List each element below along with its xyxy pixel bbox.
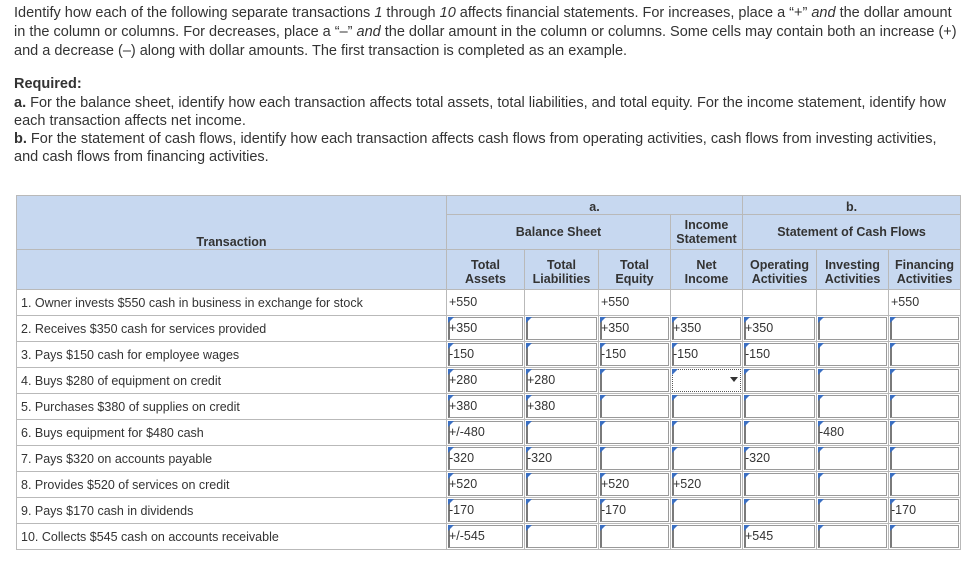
input-marker-icon: [672, 525, 678, 531]
input-marker-icon: [526, 343, 532, 349]
total-liabilities-input[interactable]: [525, 498, 599, 524]
transaction-label: 8. Provides $520 of services on credit: [17, 472, 447, 498]
input-marker-icon: [600, 525, 606, 531]
financing-activities-input[interactable]: [889, 342, 961, 368]
input-marker-icon: [600, 421, 606, 427]
cell-value: -480: [819, 425, 845, 439]
cell-value: -150: [449, 347, 475, 361]
input-marker-icon: [818, 395, 824, 401]
required-heading: Required:: [14, 76, 82, 92]
table-row: [17, 342, 961, 368]
investing-activities-header: Investing Activities: [817, 250, 889, 290]
input-box[interactable]: [744, 421, 815, 444]
net-income-header: Net Income: [671, 250, 743, 290]
total-liabilities-input[interactable]: [525, 472, 599, 498]
cell-value: -150: [745, 347, 771, 361]
financing-activities-input[interactable]: [889, 420, 961, 446]
transaction-label: 3. Pays $150 cash for employee wages: [17, 342, 447, 368]
input-marker-icon: [672, 395, 678, 401]
input-marker-icon: [818, 343, 824, 349]
input-box[interactable]: [744, 369, 815, 392]
financing-activities-input[interactable]: [889, 446, 961, 472]
financing-activities-input[interactable]: [889, 394, 961, 420]
input-box[interactable]: [600, 447, 669, 470]
financing-activities-input[interactable]: [889, 368, 961, 394]
investing-activities-input[interactable]: [817, 446, 889, 472]
input-box[interactable]: [818, 343, 887, 366]
transaction-header-blank: [17, 250, 447, 290]
input-marker-icon: [672, 499, 678, 505]
table-row: [17, 446, 961, 472]
net-income-input[interactable]: [671, 498, 743, 524]
cell-value: +550: [601, 295, 630, 309]
cell-value: +280: [527, 373, 556, 387]
operating-activities-input[interactable]: [743, 420, 817, 446]
investing-activities-input[interactable]: [817, 342, 889, 368]
total-assets-input[interactable]: [447, 342, 525, 368]
investing-activities-input[interactable]: [817, 394, 889, 420]
cell-value: +520: [601, 477, 630, 491]
input-box[interactable]: [890, 395, 959, 418]
input-box[interactable]: [744, 499, 815, 522]
total-liabilities-input[interactable]: [525, 342, 599, 368]
total-assets-input[interactable]: [447, 420, 525, 446]
input-box[interactable]: [600, 421, 669, 444]
total-assets-input[interactable]: [447, 498, 525, 524]
financing-activities-input[interactable]: [889, 524, 961, 550]
instructions-intro: Identify how each of the following separate transactions 1 through 10 affects financial statements. For increases, place a “+” and the dollar amount in the column or columns. For decreases, place a “–” and the dollar amount in the column or columns. Some cells may contain both an increase (+) and a decrease (–) along with dollar amounts. The first transaction is completed as an example.: [14, 5, 957, 59]
investing-activities-input[interactable]: [817, 472, 889, 498]
input-marker-icon: [890, 473, 896, 479]
input-marker-icon: [818, 447, 824, 453]
operating-activities-input[interactable]: [743, 472, 817, 498]
total-equity-input[interactable]: [599, 368, 671, 394]
net-income-input[interactable]: [671, 394, 743, 420]
input-box[interactable]: [672, 395, 741, 418]
input-box[interactable]: [672, 525, 741, 548]
total-liabilities-value: [525, 290, 599, 316]
investing-activities-input[interactable]: [817, 524, 889, 550]
total-assets-header: Total Assets: [447, 250, 525, 290]
operating-activities-header: Operating Activities: [743, 250, 817, 290]
total-equity-input[interactable]: [599, 498, 671, 524]
operating-activities-input[interactable]: [743, 446, 817, 472]
financing-activities-input[interactable]: [889, 498, 961, 524]
input-marker-icon: [526, 421, 532, 427]
cell-value: +520: [449, 477, 478, 491]
total-liabilities-input[interactable]: [525, 524, 599, 550]
total-liabilities-header: Total Liabilities: [525, 250, 599, 290]
input-marker-icon: [744, 499, 750, 505]
total-equity-input[interactable]: [599, 420, 671, 446]
input-box[interactable]: [890, 447, 959, 470]
input-box[interactable]: [526, 343, 597, 366]
input-marker-icon: [890, 343, 896, 349]
financing-activities-input[interactable]: [889, 316, 961, 342]
transaction-label: 4. Buys $280 of equipment on credit: [17, 368, 447, 394]
total-assets-input[interactable]: [447, 524, 525, 550]
transaction-header: Transaction: [17, 196, 447, 250]
cell-value: -320: [745, 451, 771, 465]
total-liabilities-input[interactable]: [525, 316, 599, 342]
table-row: [17, 394, 961, 420]
net-income-input[interactable]: [671, 368, 743, 394]
input-marker-icon: [818, 317, 824, 323]
input-box[interactable]: [818, 395, 887, 418]
investing-activities-input[interactable]: [817, 498, 889, 524]
table-row: [17, 498, 961, 524]
input-marker-icon: [890, 525, 896, 531]
table-row: [17, 472, 961, 498]
cell-value: +550: [891, 295, 920, 309]
total-equity-header: Total Equity: [599, 250, 671, 290]
net-income-input[interactable]: [671, 316, 743, 342]
input-marker-icon: [600, 369, 606, 375]
input-marker-icon: [890, 421, 896, 427]
total-equity-input[interactable]: [599, 342, 671, 368]
total-liabilities-input[interactable]: [525, 394, 599, 420]
net-income-input[interactable]: [671, 472, 743, 498]
cell-value: -320: [527, 451, 553, 465]
input-box[interactable]: [744, 473, 815, 496]
operating-activities-value: [743, 290, 817, 316]
financing-activities-value: [889, 290, 961, 316]
operating-activities-input[interactable]: [743, 394, 817, 420]
income-statement-header: Income Statement: [671, 215, 743, 250]
operating-activities-input[interactable]: [743, 342, 817, 368]
input-marker-icon: [600, 447, 606, 453]
input-box[interactable]: [672, 499, 741, 522]
input-box[interactable]: [672, 421, 741, 444]
input-box[interactable]: [890, 369, 959, 392]
total-assets-value: [447, 290, 525, 316]
input-box[interactable]: [890, 525, 959, 548]
input-box[interactable]: [818, 525, 887, 548]
input-marker-icon: [890, 447, 896, 453]
input-box[interactable]: [526, 473, 597, 496]
input-box[interactable]: [672, 447, 741, 470]
transaction-label: 10. Collects $545 cash on accounts receivable: [17, 524, 447, 550]
balance-sheet-header: Balance Sheet: [447, 215, 671, 250]
financing-activities-header: Financing Activities: [889, 250, 961, 290]
investing-activities-input[interactable]: [817, 420, 889, 446]
net-income-input[interactable]: [671, 446, 743, 472]
input-box[interactable]: [526, 317, 597, 340]
input-marker-icon: [526, 473, 532, 479]
cell-value: +350: [673, 321, 702, 335]
input-box[interactable]: [818, 317, 887, 340]
total-assets-input[interactable]: [447, 446, 525, 472]
input-box[interactable]: [526, 421, 597, 444]
cell-value: +/-480: [449, 425, 485, 439]
input-marker-icon: [890, 317, 896, 323]
investing-activities-value: [817, 290, 889, 316]
input-marker-icon: [600, 395, 606, 401]
input-box[interactable]: [818, 473, 887, 496]
input-marker-icon: [890, 395, 896, 401]
cell-value: -150: [601, 347, 627, 361]
input-marker-icon: [744, 421, 750, 427]
input-box[interactable]: [600, 369, 669, 392]
total-equity-input[interactable]: [599, 394, 671, 420]
input-marker-icon: [744, 473, 750, 479]
cell-value: +520: [673, 477, 702, 491]
transaction-label: 2. Receives $350 cash for services provided: [17, 316, 447, 342]
input-marker-icon: [526, 525, 532, 531]
input-box[interactable]: [818, 369, 887, 392]
net-income-input[interactable]: [671, 342, 743, 368]
input-box[interactable]: [526, 499, 597, 522]
investing-activities-input[interactable]: [817, 316, 889, 342]
table-row: [17, 420, 961, 446]
transaction-label: 9. Pays $170 cash in dividends: [17, 498, 447, 524]
cell-value: +350: [449, 321, 478, 335]
input-marker-icon: [744, 369, 750, 375]
group-a-label: a.: [447, 196, 743, 215]
input-marker-icon: [744, 395, 750, 401]
net-income-input[interactable]: [671, 420, 743, 446]
table-row: [17, 524, 961, 550]
input-marker-icon: [672, 369, 678, 375]
transaction-label: 6. Buys equipment for $480 cash: [17, 420, 447, 446]
cell-value: +280: [449, 373, 478, 387]
cell-value: -170: [891, 503, 917, 517]
transaction-label: 5. Purchases $380 of supplies on credit: [17, 394, 447, 420]
total-assets-input[interactable]: [447, 472, 525, 498]
total-equity-input[interactable]: [599, 446, 671, 472]
total-assets-input[interactable]: [447, 368, 525, 394]
total-liabilities-input[interactable]: [525, 446, 599, 472]
table-row: [17, 368, 961, 394]
cash-flows-header: Statement of Cash Flows: [743, 215, 961, 250]
input-box[interactable]: [890, 343, 959, 366]
cell-value: -150: [673, 347, 699, 361]
total-equity-input[interactable]: [599, 472, 671, 498]
operating-activities-input[interactable]: [743, 316, 817, 342]
cell-value: +350: [745, 321, 774, 335]
total-assets-input[interactable]: [447, 394, 525, 420]
table-row: [17, 316, 961, 342]
input-box[interactable]: [600, 525, 669, 548]
table-row: [17, 290, 961, 316]
operating-activities-input[interactable]: [743, 524, 817, 550]
cell-value: +550: [449, 295, 478, 309]
input-box[interactable]: [890, 473, 959, 496]
total-equity-input[interactable]: [599, 316, 671, 342]
net-income-value: [671, 290, 743, 316]
input-marker-icon: [672, 421, 678, 427]
input-marker-icon: [818, 499, 824, 505]
input-marker-icon: [526, 499, 532, 505]
requirement-b: b. For the statement of cash flows, identify how each transaction affects cash flows from operating activities, cash flows from investing activities, and cash flows from financing activities.: [14, 131, 937, 165]
input-marker-icon: [890, 369, 896, 375]
input-box[interactable]: [890, 421, 959, 444]
cell-value: -170: [601, 503, 627, 517]
operating-activities-input[interactable]: [743, 368, 817, 394]
input-box[interactable]: [818, 499, 887, 522]
requirement-a: a. For the balance sheet, identify how each transaction affects total assets, total liabilities, and total equity. For the income statement, identify how each transaction affects net income.: [14, 95, 947, 129]
total-equity-value: [599, 290, 671, 316]
cell-value: +/-545: [449, 529, 485, 543]
net-income-input[interactable]: [671, 524, 743, 550]
input-marker-icon: [818, 369, 824, 375]
transaction-label: 7. Pays $320 on accounts payable: [17, 446, 447, 472]
input-box[interactable]: [600, 395, 669, 418]
cell-value: +380: [449, 399, 478, 413]
transaction-label: 1. Owner invests $550 cash in business in exchange for stock: [17, 290, 447, 316]
total-equity-input[interactable]: [599, 524, 671, 550]
cell-value: -170: [449, 503, 475, 517]
total-liabilities-input[interactable]: [525, 420, 599, 446]
cell-value: +350: [601, 321, 630, 335]
operating-activities-input[interactable]: [743, 498, 817, 524]
cell-value: +380: [527, 399, 556, 413]
input-marker-icon: [818, 473, 824, 479]
dropdown-arrow-icon[interactable]: [730, 377, 738, 382]
financial-effects-table: [16, 195, 961, 550]
input-box[interactable]: [744, 395, 815, 418]
group-b-label: b.: [743, 196, 961, 215]
cell-value: -320: [449, 451, 475, 465]
investing-activities-input[interactable]: [817, 368, 889, 394]
input-marker-icon: [818, 525, 824, 531]
total-liabilities-input[interactable]: [525, 368, 599, 394]
total-assets-input[interactable]: [447, 316, 525, 342]
input-marker-icon: [672, 447, 678, 453]
input-box[interactable]: [890, 317, 959, 340]
cell-value: +545: [745, 529, 774, 543]
input-box[interactable]: [818, 447, 887, 470]
input-marker-icon: [526, 317, 532, 323]
input-box[interactable]: [526, 525, 597, 548]
financing-activities-input[interactable]: [889, 472, 961, 498]
